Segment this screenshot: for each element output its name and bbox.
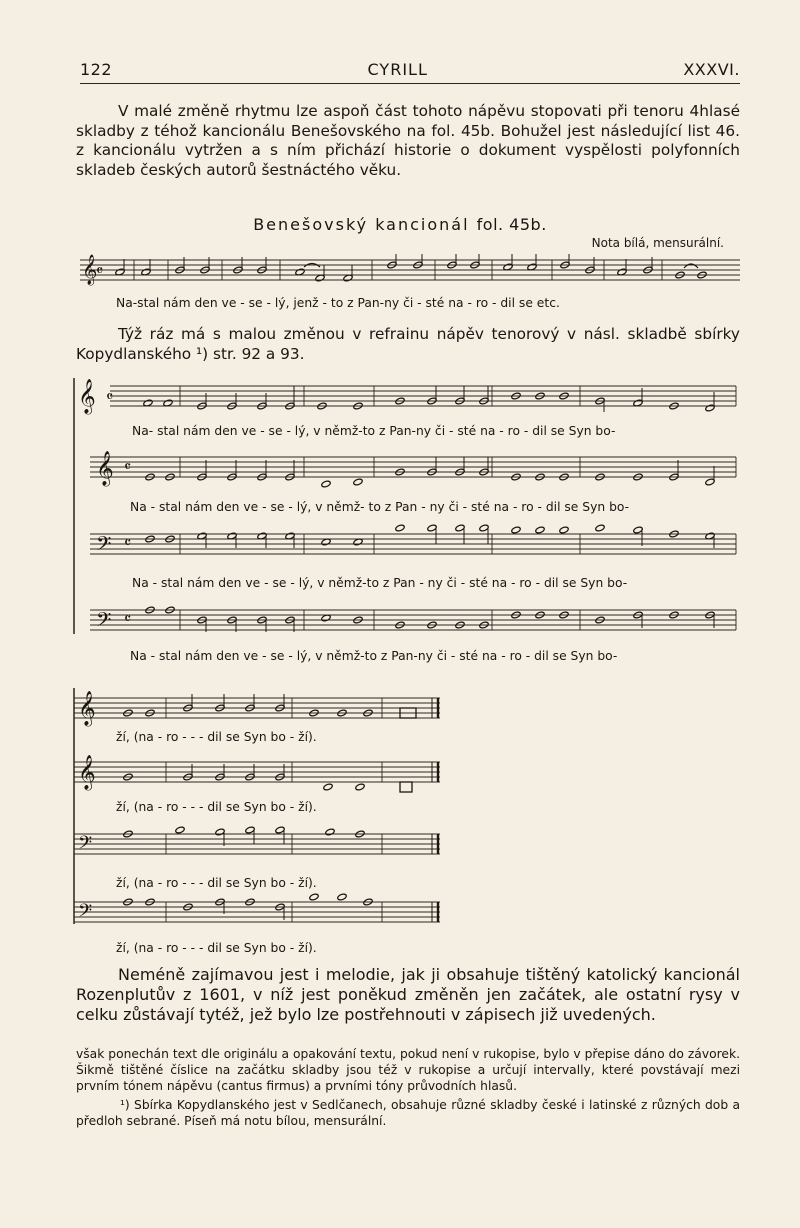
system2-voice4-lyrics: ží, (na - ro - - - dil se Syn bo - ží). [116, 941, 317, 955]
paragraph-second-text: Týž ráz má s malou změnou v refrainu nápěv tenorový v násl. skladbě sbírky Kopydlanského ¹) str. 92 a 93. [76, 325, 740, 363]
music-system-1 [70, 372, 740, 672]
system2-voice1-lyrics: ží, (na - ro - - - dil se Syn bo - ží). [116, 730, 317, 744]
example-title [0, 215, 800, 234]
footnote-continuation: však ponechán text dle originálu a opakování textu, pokud není v rukopise, bylo v přepise dáno do závorek. Šikmě tištěné číslice na začátku skladby jsou též v rukopise a určují intervally, které povstávají mezi prvním tónem nápěvu (cantus firmus) a prvními tóny průvodních hlasů. [76, 1047, 740, 1093]
system1-voice1-lyrics: Na- stal nám den ve - se - lý, v němž-to z Pan-ny či - sté na - ro - dil se Syn bo- [132, 424, 616, 438]
svg-text:𝄢: 𝄢 [96, 608, 112, 636]
example-title-fol: fol. 45b. [476, 215, 547, 234]
paragraph-intro-text: V malé změně rhytmu lze aspoň část tohoto nápěvu stopovati při tenoru 4hlasé skladby z téhož kancionálu Benešovského na fol. 45b. Bohužel jest následující list 46. z kancionálu vytržen a s ním přichází historie o dokument vyspělosti polyfonních skladeb českých autorů šestnáctého věku. [76, 102, 740, 179]
svg-text:𝄞: 𝄞 [78, 379, 96, 414]
system2-voice3-lyrics: ží, (na - ro - - - dil se Syn bo - ží). [116, 876, 317, 890]
svg-text:𝄞: 𝄞 [78, 691, 96, 726]
paragraph-third-text: Neméně zajímavou jest i melodie, jak ji obsahuje tištěný katolický kancionál Rozenplutův z 1601, v níž jest poněkud změněn jen začátek, ale ostatní rysy v celku zůstávají tytéž, jež bylo lze postřehnouti v zápisech již uvedených. [76, 965, 740, 1024]
svg-text:𝄴: 𝄴 [106, 387, 114, 406]
svg-text:𝄴: 𝄴 [96, 261, 104, 280]
footnotes [76, 1046, 740, 1129]
paragraph-second [76, 325, 740, 364]
system1-voice3-lyrics: Na - stal nám den ve - se - lý, v němž-to z Pan - ny či - sté na - ro - dil se Syn bo- [132, 576, 628, 590]
example-note: Nota bílá, mensurální. [591, 236, 724, 250]
svg-text:𝄞: 𝄞 [78, 755, 96, 790]
svg-text:𝄴: 𝄴 [124, 457, 132, 476]
paragraph-third [76, 965, 740, 1025]
paragraph-intro [76, 102, 740, 180]
running-title: CYRILL [367, 60, 428, 79]
running-header [80, 58, 740, 84]
music-staff-example1 [80, 254, 740, 288]
example-title-spaced: Benešovský kancionál [253, 215, 470, 234]
system2-voice2-lyrics: ží, (na - ro - - - dil se Syn bo - ží). [116, 800, 317, 814]
system1-voice2-lyrics: Na - stal nám den ve - se - lý, v němž- to z Pan - ny či - sté na - ro - dil se Syn bo- [130, 500, 630, 514]
page-number: 122 [80, 60, 113, 79]
svg-text:𝄢: 𝄢 [96, 532, 112, 560]
svg-text:𝄞: 𝄞 [82, 255, 98, 285]
svg-text:𝄴: 𝄴 [124, 609, 132, 628]
svg-text:𝄢: 𝄢 [78, 901, 93, 926]
music-system-2 [70, 684, 450, 944]
svg-text:𝄞: 𝄞 [96, 451, 114, 486]
footnote-1: ¹) Sbírka Kopydlanského jest v Sedlčanech, obsahuje různé skladby české i latinské z různých dob a předloh sebrané. Píseň má notu bílou, mensurální. [76, 1098, 740, 1128]
section-number: XXXVI. [683, 60, 740, 79]
example1-lyrics: Na-stal nám den ve - se - lý, jenž - to z Pan-ny či - sté na - ro - dil se etc. [116, 296, 560, 310]
system1-voice4-lyrics: Na - stal nám den ve - se - lý, v němž-to z Pan-ny či - sté na - ro - dil se Syn bo- [130, 649, 618, 663]
svg-text:𝄴: 𝄴 [124, 533, 132, 552]
svg-text:𝄢: 𝄢 [78, 833, 93, 858]
